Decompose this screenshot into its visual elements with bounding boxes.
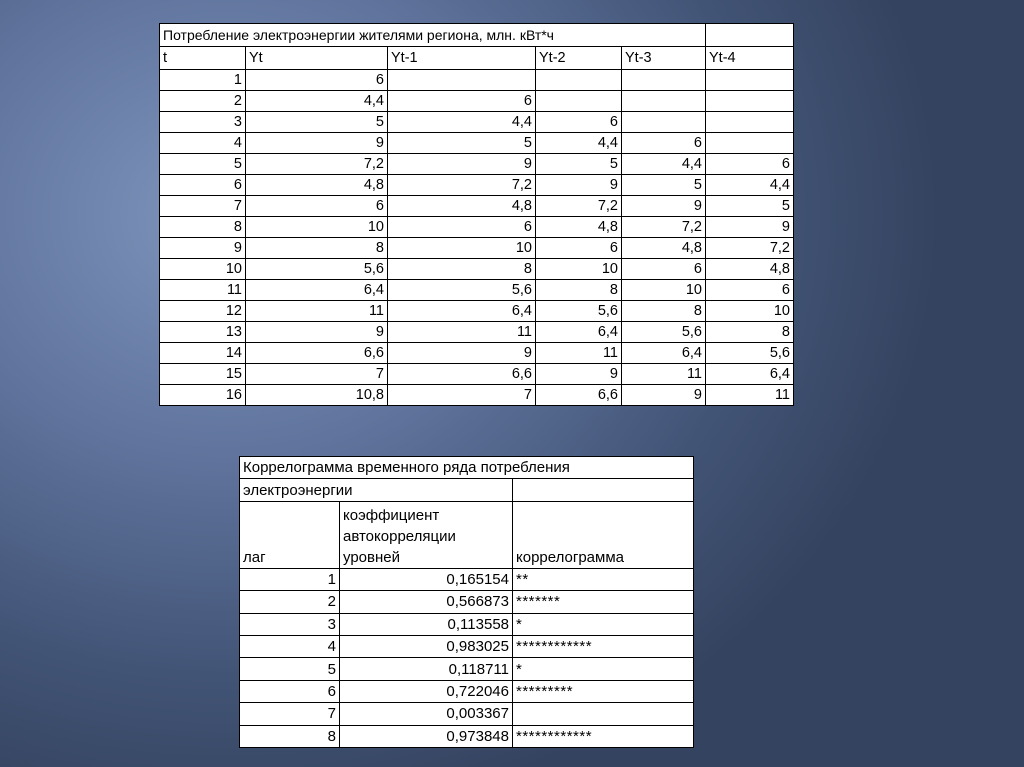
cell-yt-2: 7,2	[536, 196, 622, 217]
cell-yt-2: 5	[536, 154, 622, 175]
consumption-row	[160, 322, 794, 343]
cell-yt-3: 10	[622, 280, 706, 301]
consumption-row	[160, 154, 794, 175]
cell-correlogram-stars: *	[513, 613, 694, 635]
header-coefficient-line2: автокорреляции	[343, 527, 456, 545]
cell-yt: 4,8	[246, 175, 388, 196]
cell-yt-1: 5,6	[388, 280, 536, 301]
consumption-row	[160, 280, 794, 301]
cell-t: 7	[160, 196, 246, 217]
cell-yt-3: 9	[622, 385, 706, 406]
cell-yt-2: 9	[536, 364, 622, 385]
cell-yt-4: 4,8	[706, 259, 794, 280]
consumption-row	[160, 112, 794, 133]
cell-t: 12	[160, 301, 246, 322]
cell-yt-3: 7,2	[622, 217, 706, 238]
cell-yt-2: 8	[536, 280, 622, 301]
cell-yt-1: 11	[388, 322, 536, 343]
correlogram-title-line2: электроэнергии	[240, 479, 513, 501]
cell-yt-2: 10	[536, 259, 622, 280]
header-yt: Yt	[246, 47, 388, 70]
cell-yt-4: 5	[706, 196, 794, 217]
consumption-row	[160, 217, 794, 238]
cell-yt: 8	[246, 238, 388, 259]
consumption-row	[160, 364, 794, 385]
cell-t: 5	[160, 154, 246, 175]
cell-yt-2: 4,8	[536, 217, 622, 238]
consumption-row	[160, 343, 794, 364]
cell-yt: 11	[246, 301, 388, 322]
cell-yt-4	[706, 133, 794, 154]
cell-yt-4: 4,4	[706, 175, 794, 196]
cell-yt-3: 4,8	[622, 238, 706, 259]
header-yt-4: Yt-4	[706, 47, 794, 70]
cell-yt-3: 5	[622, 175, 706, 196]
cell-yt: 10	[246, 217, 388, 238]
cell-lag: 3	[240, 613, 340, 635]
correlogram-row	[240, 703, 694, 725]
cell-yt-3: 8	[622, 301, 706, 322]
cell-yt: 7,2	[246, 154, 388, 175]
cell-yt-4: 9	[706, 217, 794, 238]
cell-correlogram-stars: ************	[513, 725, 694, 747]
cell-yt: 9	[246, 322, 388, 343]
cell-yt-1: 4,8	[388, 196, 536, 217]
cell-t: 11	[160, 280, 246, 301]
header-yt-1: Yt-1	[388, 47, 536, 70]
consumption-row	[160, 301, 794, 322]
cell-t: 16	[160, 385, 246, 406]
cell-yt: 6,6	[246, 343, 388, 364]
cell-yt-1: 9	[388, 154, 536, 175]
consumption-table	[159, 23, 794, 406]
cell-yt-4	[706, 112, 794, 133]
cell-t: 9	[160, 238, 246, 259]
cell-yt-1: 7,2	[388, 175, 536, 196]
cell-coefficient: 0,113558	[340, 613, 513, 635]
empty-cell	[513, 479, 694, 501]
cell-yt-1: 5	[388, 133, 536, 154]
cell-t: 6	[160, 175, 246, 196]
cell-correlogram-stars: *	[513, 658, 694, 680]
cell-yt-1: 7	[388, 385, 536, 406]
correlogram-row	[240, 725, 694, 747]
cell-yt-3: 6,4	[622, 343, 706, 364]
cell-correlogram-stars: *******	[513, 591, 694, 613]
cell-yt-4: 10	[706, 301, 794, 322]
correlogram-row	[240, 680, 694, 702]
cell-coefficient: 0,003367	[340, 703, 513, 725]
cell-t: 2	[160, 91, 246, 112]
cell-yt-2: 6,4	[536, 322, 622, 343]
cell-yt: 5	[246, 112, 388, 133]
cell-yt: 6	[246, 70, 388, 91]
cell-lag: 4	[240, 635, 340, 657]
cell-yt-3: 9	[622, 196, 706, 217]
empty-cell	[706, 24, 794, 47]
cell-lag: 7	[240, 703, 340, 725]
cell-t: 14	[160, 343, 246, 364]
cell-t: 1	[160, 70, 246, 91]
cell-yt-4: 8	[706, 322, 794, 343]
cell-coefficient: 0,983025	[340, 635, 513, 657]
cell-correlogram-stars: ************	[513, 635, 694, 657]
cell-lag: 8	[240, 725, 340, 747]
cell-yt-2	[536, 70, 622, 91]
cell-coefficient: 0,566873	[340, 591, 513, 613]
correlogram-table	[239, 456, 694, 748]
cell-yt-1: 10	[388, 238, 536, 259]
cell-yt-1: 9	[388, 343, 536, 364]
cell-yt-4	[706, 91, 794, 112]
correlogram-row	[240, 635, 694, 657]
cell-t: 3	[160, 112, 246, 133]
cell-yt-3: 6	[622, 133, 706, 154]
cell-correlogram-stars: **	[513, 568, 694, 590]
correlogram-header-row	[240, 501, 694, 568]
cell-yt-3: 4,4	[622, 154, 706, 175]
correlogram-row	[240, 613, 694, 635]
cell-yt-2: 6,6	[536, 385, 622, 406]
cell-correlogram-stars	[513, 703, 694, 725]
correlogram-row	[240, 658, 694, 680]
header-yt-3: Yt-3	[622, 47, 706, 70]
cell-coefficient: 0,722046	[340, 680, 513, 702]
cell-yt-4: 5,6	[706, 343, 794, 364]
cell-lag: 1	[240, 568, 340, 590]
header-coefficient-line1: коэффициент	[343, 506, 440, 524]
cell-yt-4: 6,4	[706, 364, 794, 385]
consumption-row	[160, 238, 794, 259]
header-coefficient	[340, 501, 513, 568]
cell-yt-3: 5,6	[622, 322, 706, 343]
cell-yt-2: 5,6	[536, 301, 622, 322]
cell-yt-2	[536, 91, 622, 112]
cell-t: 13	[160, 322, 246, 343]
cell-t: 15	[160, 364, 246, 385]
consumption-table-title: Потребление электроэнергии жителями региона, млн. кВт*ч	[160, 24, 706, 47]
cell-yt-3	[622, 91, 706, 112]
cell-yt: 9	[246, 133, 388, 154]
cell-yt-2: 6	[536, 112, 622, 133]
cell-yt: 6	[246, 196, 388, 217]
cell-yt: 5,6	[246, 259, 388, 280]
cell-lag: 5	[240, 658, 340, 680]
cell-t: 8	[160, 217, 246, 238]
header-coefficient-line3: уровней	[343, 548, 400, 566]
cell-yt-3: 11	[622, 364, 706, 385]
cell-coefficient: 0,973848	[340, 725, 513, 747]
cell-yt-1	[388, 70, 536, 91]
cell-yt-3	[622, 70, 706, 91]
consumption-row	[160, 385, 794, 406]
consumption-row	[160, 196, 794, 217]
cell-t: 10	[160, 259, 246, 280]
cell-yt-1: 4,4	[388, 112, 536, 133]
cell-yt: 6,4	[246, 280, 388, 301]
consumption-row	[160, 91, 794, 112]
cell-coefficient: 0,165154	[340, 568, 513, 590]
cell-yt-4: 7,2	[706, 238, 794, 259]
header-t: t	[160, 47, 246, 70]
header-correlogram: коррелограмма	[513, 501, 694, 568]
cell-yt: 7	[246, 364, 388, 385]
correlogram-title-line1: Коррелограмма временного ряда потребления	[240, 457, 694, 479]
cell-yt: 10,8	[246, 385, 388, 406]
correlogram-row	[240, 568, 694, 590]
cell-yt-1: 6	[388, 91, 536, 112]
cell-yt-1: 6	[388, 217, 536, 238]
cell-correlogram-stars: *********	[513, 680, 694, 702]
cell-yt-2: 11	[536, 343, 622, 364]
cell-yt: 4,4	[246, 91, 388, 112]
cell-yt-4: 6	[706, 280, 794, 301]
consumption-row	[160, 259, 794, 280]
consumption-header-row	[160, 47, 794, 70]
correlogram-row	[240, 591, 694, 613]
cell-yt-2: 9	[536, 175, 622, 196]
header-lag: лаг	[240, 501, 340, 568]
cell-yt-3	[622, 112, 706, 133]
cell-yt-4: 11	[706, 385, 794, 406]
cell-coefficient: 0,118711	[340, 658, 513, 680]
header-yt-2: Yt-2	[536, 47, 622, 70]
consumption-row	[160, 70, 794, 91]
cell-yt-2: 6	[536, 238, 622, 259]
cell-yt-4: 6	[706, 154, 794, 175]
cell-lag: 2	[240, 591, 340, 613]
cell-yt-1: 8	[388, 259, 536, 280]
consumption-row	[160, 133, 794, 154]
cell-yt-1: 6,6	[388, 364, 536, 385]
cell-yt-2: 4,4	[536, 133, 622, 154]
cell-yt-1: 6,4	[388, 301, 536, 322]
cell-t: 4	[160, 133, 246, 154]
cell-lag: 6	[240, 680, 340, 702]
consumption-row	[160, 175, 794, 196]
cell-yt-4	[706, 70, 794, 91]
cell-yt-3: 6	[622, 259, 706, 280]
